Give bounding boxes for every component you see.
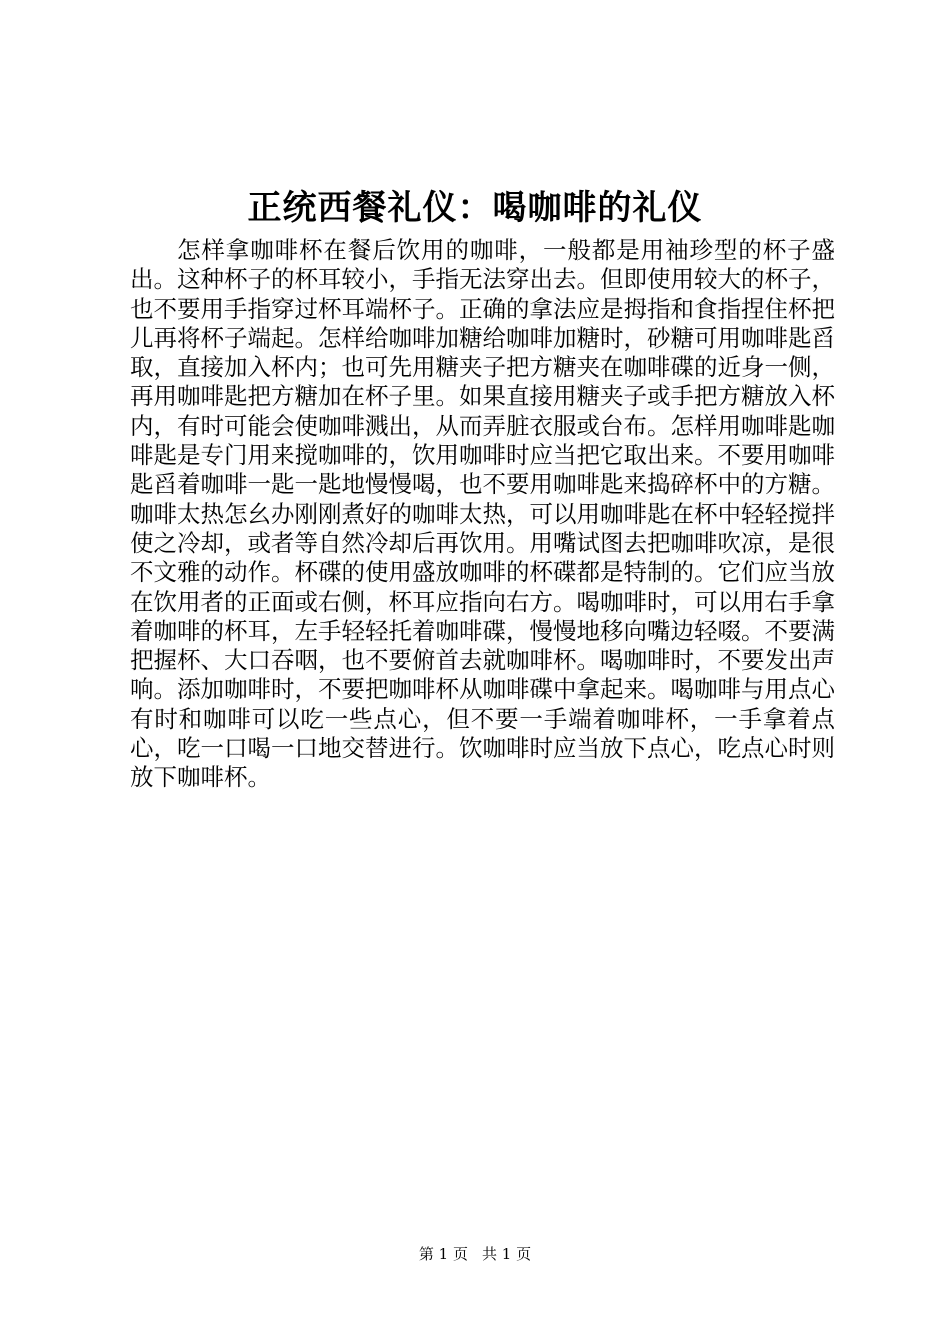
page-number: 第 1 页 bbox=[418, 1245, 468, 1263]
document-body: 怎样拿咖啡杯在餐后饮用的咖啡，一般都是用袖珍型的杯子盛出。这种杯子的杯耳较小，手指无法穿出去。但即使用较大的杯子，也不要用手指穿过杯耳端杯子。正确的拿法应是拇指和食指捏住杯把儿再将杯子端起。怎样给咖啡加糖给咖啡加糖时，砂糖可用咖啡匙舀取，直接加入杯内；也可先用糖夹子把方糖夹在咖啡碟的近身一侧，再用咖啡匙把方糖加在杯子里。如果直接用糖夹子或手把方糖放入杯内，有时可能会使咖啡溅出，从而弄脏衣服或台布。怎样用咖啡匙咖啡匙是专门用来搅咖啡的，饮用咖啡时应当把它取出来。不要用咖啡匙舀着咖啡一匙一匙地慢慢喝，也不要用咖啡匙来捣碎杯中的方糖。咖啡太热怎幺办刚刚煮好的咖啡太热，可以用咖啡匙在杯中轻轻搅拌使之冷却，或者等自然冷却后再饮用。用嘴试图去把咖啡吹凉，是很不文雅的动作。杯碟的使用盛放咖啡的杯碟都是特制的。它们应当放在饮用者的正面或右侧，杯耳应指向右方。喝咖啡时，可以用右手拿着咖啡的杯耳，左手轻轻托着咖啡碟，慢慢地移向嘴边轻啜。不要满把握杯、大口吞咽，也不要俯首去就咖啡杯。喝咖啡时，不要发出声响。添加咖啡时，不要把咖啡杯从咖啡碟中拿起来。喝咖啡与用点心有时和咖啡可以吃一些点心，但不要一手端着咖啡杯，一手拿着点心，吃一口喝一口地交替进行。饮咖啡时应当放下点心，吃点心时则放下咖啡杯。 bbox=[130, 236, 835, 792]
page-total: 共 1 页 bbox=[482, 1245, 532, 1263]
document-title: 正统西餐礼仪：喝咖啡的礼仪 bbox=[247, 188, 703, 228]
page-footer bbox=[0, 1243, 950, 1265]
